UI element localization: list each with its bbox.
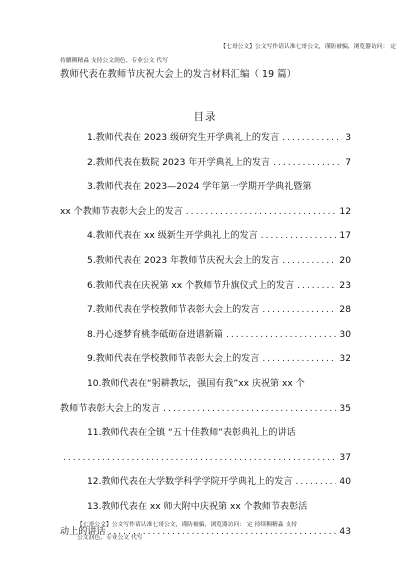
toc-page-number: 17: [339, 231, 351, 242]
footer-line-1: 【七哥公文】公文写作请认准七哥公文，谨防被骗，浏览器访问： 定 持续稠精淼 支持: [77, 522, 298, 528]
toc-page-number: 35: [339, 403, 351, 414]
toc-entry[interactable]: [60, 347, 351, 372]
toc-entry-title: 9.教师代表在学校教师节表彰大会上的发言: [87, 354, 260, 365]
toc-leader-dots: [261, 224, 337, 249]
toc-page-number: 3: [345, 133, 351, 143]
toc-entry-title: 4.教师代表在 xx 级新生开学典礼上的发言: [87, 231, 258, 242]
toc-page-number: 12: [339, 206, 351, 217]
toc-entry-title: 11.教师代表在全镇 “五十佳教师”表彰典礼上的讲话: [87, 428, 296, 439]
toc-entry[interactable]: [60, 175, 351, 224]
toc-entry[interactable]: [60, 224, 351, 249]
toc-entry-title: 6.教师代表在庆祝第 xx 个教师节升旗仪式上的发言: [87, 280, 295, 291]
toc-leader-dots: [297, 274, 336, 299]
toc-entry[interactable]: [60, 298, 351, 323]
toc-entry[interactable]: [60, 249, 351, 274]
toc-leader-dots: [262, 298, 336, 323]
toc-entry-title: 1.教师代表在 2023 级研究生开学典礼上的发言: [87, 133, 280, 143]
toc-entry-title: xx 个教师节表彰大会上的发言: [60, 206, 183, 217]
toc-entry[interactable]: [60, 421, 351, 470]
toc-entry[interactable]: [60, 470, 351, 495]
toc-leader-dots: [63, 446, 336, 471]
toc-entry[interactable]: [60, 274, 351, 299]
toc-leader-dots: [262, 347, 336, 372]
toc-leader-dots: [282, 249, 336, 274]
toc-entry-title: 12.教师代表在大学数学科学学院开学典礼上的发言: [87, 477, 293, 488]
toc-page-number: 23: [339, 280, 351, 291]
toc-leader-dots: [295, 470, 336, 495]
header-line-2: 持續稠精淼 支持公文润色、专业公文 代写: [60, 58, 169, 64]
toc-leader-dots: [273, 151, 342, 176]
toc-page-number: 43: [339, 526, 351, 537]
document-title: 教师代表在教师节庆祝大会上的发言材料汇编（ 19 篇）: [60, 69, 297, 80]
toc-entry-title: 5.教师代表在 2023 年教师节庆祝大会上的发言: [87, 255, 280, 266]
toc-page-number: 7: [345, 157, 351, 168]
toc-entry-title: 动上的讲话: [60, 526, 106, 537]
toc-leader-dots: [282, 126, 342, 151]
toc-entry[interactable]: [60, 126, 351, 151]
toc-entry-title: 3.教师代表在 2023—2024 学年第一学期开学典礼暨第: [87, 182, 312, 193]
page-header: [60, 40, 396, 68]
toc-entry-title: 教师节表彰大会上的发言: [60, 403, 161, 414]
table-of-contents: [60, 126, 351, 544]
toc-entry-title: 2.教师代表在数院 2023 年开学典礼上的发言: [87, 157, 271, 168]
page-footer: [77, 519, 367, 545]
toc-page-number: 40: [339, 477, 351, 488]
toc-entry[interactable]: [60, 372, 351, 421]
toc-leader-dots: [186, 200, 337, 225]
toc-page-number: 37: [339, 452, 351, 463]
toc-leader-dots: [163, 397, 336, 422]
footer-line-2: 公文润色、专业公文 代写: [77, 535, 143, 541]
toc-entry[interactable]: [60, 151, 351, 176]
toc-page-number: 28: [339, 305, 351, 316]
toc-leader-dots: [226, 323, 336, 348]
toc-page-number: 32: [339, 354, 351, 365]
toc-entry-title: 8.丹心逐梦育桃李砥砺奋进谱新篇: [87, 329, 223, 340]
toc-page-number: 30: [339, 329, 351, 340]
toc-heading: 目录: [193, 111, 217, 123]
toc-entry-title: 7.教师代表在学校教师节表彰大会上的发言: [87, 305, 260, 316]
toc-entry-title: 10.教师代表在“躬耕教坛，强国有我”xx 庆祝第 xx 个: [87, 378, 305, 389]
toc-entry[interactable]: [60, 323, 351, 348]
toc-page-number: 20: [339, 255, 351, 266]
header-line-1: 【七哥公文】公文写作请认准七哥公文，谨防被骗，浏览器访问： 定: [220, 44, 396, 50]
toc-entry-title: 13.教师代表在 xx 师大附中庆祝第 xx 个教师节表彰活: [87, 501, 308, 512]
